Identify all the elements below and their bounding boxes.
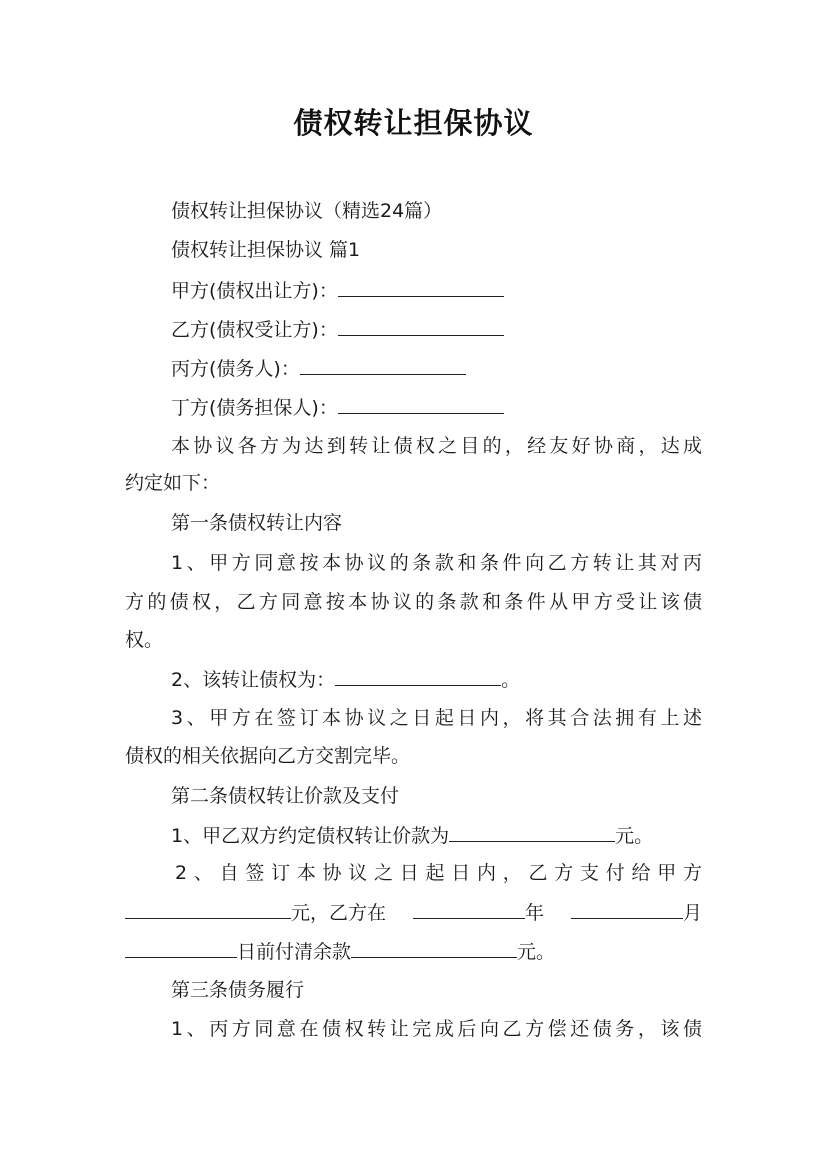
payment-amount-blank — [125, 900, 291, 919]
article-3-clause-1-line-1: 1、丙方同意在债权转让完成后向乙方偿还债务，该债 — [171, 1018, 702, 1040]
article-2-clause-1 — [171, 823, 653, 848]
party-c-line — [171, 356, 466, 381]
intro-line-1: 本协议各方为达到转让债权之目的，经友好协商，达成 — [171, 435, 702, 457]
party-b-line — [171, 317, 504, 342]
payment-text: 元，乙方在 — [291, 902, 387, 924]
party-a-line — [171, 278, 504, 303]
article-2-title: 第二条债权转让价款及支付 — [171, 785, 400, 807]
year-blank — [413, 900, 525, 919]
party-b-label: 乙方(债权受让方)： — [171, 319, 338, 341]
price-blank — [449, 823, 615, 842]
article-1-title: 第一条债权转让内容 — [171, 512, 343, 534]
document-title: 债权转让担保协议 — [293, 106, 534, 140]
subtitle-line: 债权转让担保协议（精选24篇） — [171, 200, 443, 222]
balance-blank — [351, 939, 517, 958]
day-blank — [125, 939, 237, 958]
clause-2-text: 2、该转让债权为： — [171, 669, 336, 691]
article-3-title: 第三条债务履行 — [171, 979, 305, 1001]
year-label: 年 — [524, 902, 544, 924]
party-a-blank — [338, 278, 504, 297]
party-a-label: 甲方(债权出让方)： — [171, 280, 338, 302]
article-2-clause-2-line-3 — [125, 939, 555, 964]
intro-line-2: 约定如下： — [125, 472, 221, 494]
month-blank — [571, 900, 683, 919]
party-c-blank — [300, 356, 466, 375]
month-label: 月 — [682, 902, 702, 924]
article-1-clause-3-line-2: 债权的相关依据向乙方交割完毕。 — [125, 745, 411, 767]
party-c-label: 丙方(债务人)： — [171, 358, 300, 380]
clause-2-end: 。 — [501, 669, 521, 691]
article-2-clause-2-line-1: 2、自签订本协议之日起日内，乙方支付给甲方 — [175, 862, 702, 884]
price-unit: 元。 — [615, 825, 654, 847]
party-d-line — [171, 395, 504, 420]
party-d-label: 丁方(债务担保人)： — [171, 397, 338, 419]
article-1-clause-2 — [171, 667, 520, 692]
party-b-blank — [338, 317, 504, 336]
article-1-clause-1-line-3: 权。 — [125, 629, 164, 651]
price-text: 1、甲乙双方约定债权转让价款为 — [171, 825, 450, 847]
day-text: 日前付清余款 — [237, 941, 352, 963]
article-1-clause-3-line-1: 3、甲方在签订本协议之日起日内，将其合法拥有上述 — [171, 707, 702, 729]
balance-unit: 元。 — [517, 941, 556, 963]
party-d-blank — [338, 395, 504, 414]
article-1-clause-1-line-2: 方的债权，乙方同意按本协议的条款和条件从甲方受让该债 — [125, 591, 702, 613]
transfer-claim-blank — [335, 667, 501, 686]
article-1-clause-1-line-1: 1、甲方同意按本协议的条款和条件向乙方转让其对丙 — [171, 552, 702, 574]
section-heading: 债权转让担保协议 篇1 — [171, 239, 361, 261]
article-2-clause-2-line-2 — [125, 900, 702, 925]
